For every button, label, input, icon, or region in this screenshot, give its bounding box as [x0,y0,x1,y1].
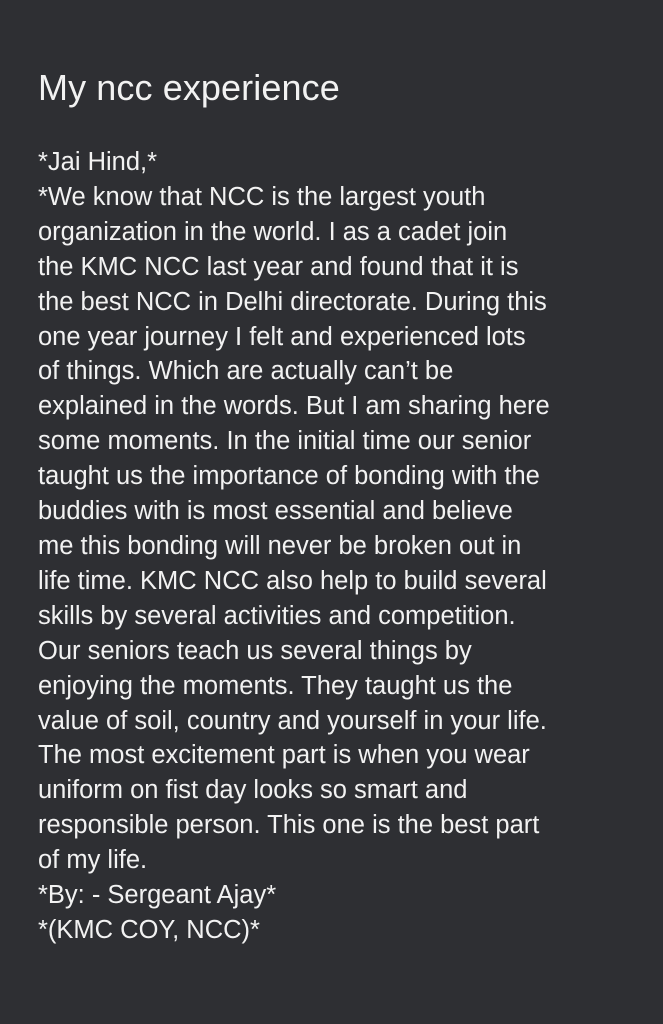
note-header [38,62,638,114]
note-line: of my life. [38,846,148,875]
note-line: life time. KMC NCC also help to build several [38,566,547,595]
note-line: skills by several activities and competition. [38,601,516,630]
note-line: *Jai Hind,* [38,148,158,176]
note-line: Our seniors teach us several things by [38,636,472,665]
note-line: value of soil, country and yourself in your life. [38,706,547,735]
note-line: taught us the importance of bonding with the [38,462,540,491]
note-line: responsible person. This one is the best part [38,811,540,840]
note-line: buddies with is most essential and believe [38,497,513,526]
note-line: the KMC NCC last year and found that it is [38,252,519,281]
note-signature-line: *By: - Sergeant Ajay* [38,881,277,910]
note-line: The most excitement part is when you wear [38,741,530,770]
note-line: some moments. In the initial time our senior [38,427,532,456]
note-line: one year journey I felt and experienced lots [38,322,526,351]
note-line: of things. Which are actually can’t be [38,357,454,386]
note-line: explained in the words. But I am sharing here [38,392,550,421]
note-line: me this bonding will never be broken out in [38,531,522,560]
note-body[interactable] [38,145,638,948]
note-signature-line: *(KMC COY, NCC)* [38,915,260,944]
note-title[interactable]: My ncc experience [38,67,340,108]
note-line: enjoying the moments. They taught us the [38,671,513,700]
note-line: uniform on fist day looks so smart and [38,776,468,805]
note-line: organization in the world. I as a cadet join [38,217,508,246]
note-line: *We know that NCC is the largest youth [38,182,486,211]
note-line: the best NCC in Delhi directorate. During this [38,287,547,316]
